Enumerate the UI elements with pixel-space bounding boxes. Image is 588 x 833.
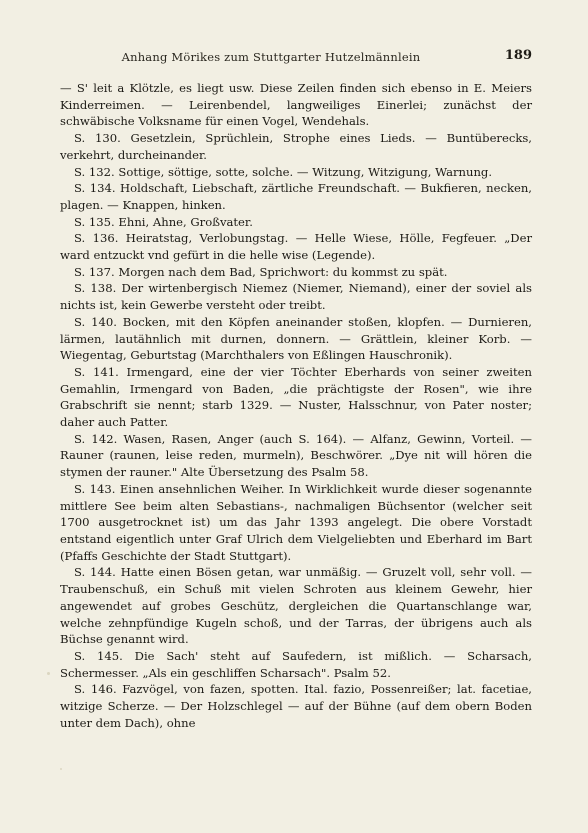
page-number: 189 (504, 48, 532, 63)
paragraph: S. 141. Irmengard, eine der vier Töchter Eberhards von seiner zweiten Gemahlin, Irmengard von Baden, „die prächtigste der Rosen", wie ihre Grabschrift sie nennt; starb 1329. — Nuster, Halsschnur, von Pater noster; daher auch Patter. (60, 364, 532, 430)
paper-spot (60, 768, 62, 770)
paragraph: S. 132. Sottige, söttige, sotte, solche. — Witzung, Witzigung, Warnung. (74, 164, 493, 179)
paragraph: S. 140. Bocken, mit den Köpfen aneinander stoßen, klopfen. — Durnieren, lärmen, lautähnlich mit durnen, donnern. — Grättlein, kleiner Korb. — Wiegentag, Geburtstag (Marchthalers von Eßlingen Hauschronik). (60, 314, 532, 363)
paragraph: S. 130. Gesetzlein, Sprüchlein, Strophe eines Lieds. — Buntüberecks, verkehrt, durcheinander. (60, 131, 532, 162)
paragraph: S. 142. Wasen, Rasen, Anger (auch S. 164). — Alfanz, Gewinn, Vorteil. — Rauner (raunen, leise reden, murmeln), Beschwörer. „Dye nit will hören die stymen der rauner." Alte Übersetzung des Psalm 58. (60, 431, 532, 480)
paragraph: S. 135. Ehni, Ahne, Großvater. (74, 214, 253, 229)
paragraph: S. 146. Fazvögel, von fazen, spotten. Ital. fazio, Possenreißer; lat. facetiae, witzige Scherze. — Der Holzschlegel — auf der Bühne (auf dem obern Boden unter dem Dach), ohne (60, 682, 532, 730)
paragraph: S. 144. Hatte einen Bösen getan, war unmäßig. — Gruzelt voll, sehr voll. — Traubenschuß, ein Schuß mit vielen Schroten aus kleinem Gewehr, hier angewendet auf grobes Geschütz, dergleichen die Quartanschlange war, welche zehnpfündige Kugeln schoß, und der Tarras, der übrigens auch als Büchse genannt wird. (60, 565, 532, 647)
page-body (60, 80, 532, 731)
paragraph: — S' leit a Klötzle, es liegt usw. Diese Zeilen finden sich ebenso in E. Meiers Kinderreimen. — Leirenbendel, langweiliges Einerlei; zunächst der schwäbische Volksname für einen Vogel, Wendehals. (60, 81, 532, 129)
paragraph: S. 137. Morgen nach dem Bad, Sprichwort: du kommst zu spät. (74, 264, 448, 279)
paragraph: S. 134. Holdschaft, Liebschaft, zärtliche Freundschaft. — Bukfieren, necken, plagen. — Knappen, hinken. (60, 181, 532, 212)
paper-spot (47, 672, 50, 675)
paragraph: S. 143. Einen ansehnlichen Weiher. In Wirklichkeit wurde dieser sogenannte mittlere See beim alten Sebastians-, nachmaligen Büchsentor (welcher seit 1700 ausgetrocknet ist) um das Jahr 1393 angelegt. Die obere Vorstadt entstand eigentlich unter Graf Ulrich dem Vielgeliebten und Eberhard im Bart (Pfaffs Geschichte der Stadt Stuttgart). (60, 481, 532, 563)
paragraph: S. 138. Der wirtenbergisch Niemez (Niemer, Niemand), einer der soviel als nichts ist, kein Gewerbe versteht oder treibt. (60, 281, 532, 313)
running-title: Anhang Mörikes zum Stuttgarter Hutzelmännlein (121, 50, 421, 64)
paragraph: S. 145. Die Sach' steht auf Saufedern, ist mißlich. — Scharsach, Schermesser. „Als ein geschliffen Scharsach". Psalm 52. (60, 648, 532, 680)
page-header (60, 50, 532, 68)
paragraph: S. 136. Heiratstag, Verlobungstag. — Helle Wiese, Hölle, Fegfeuer. „Der ward entzuckt vnd gefürt in die helle wise (Legende). (60, 231, 532, 263)
